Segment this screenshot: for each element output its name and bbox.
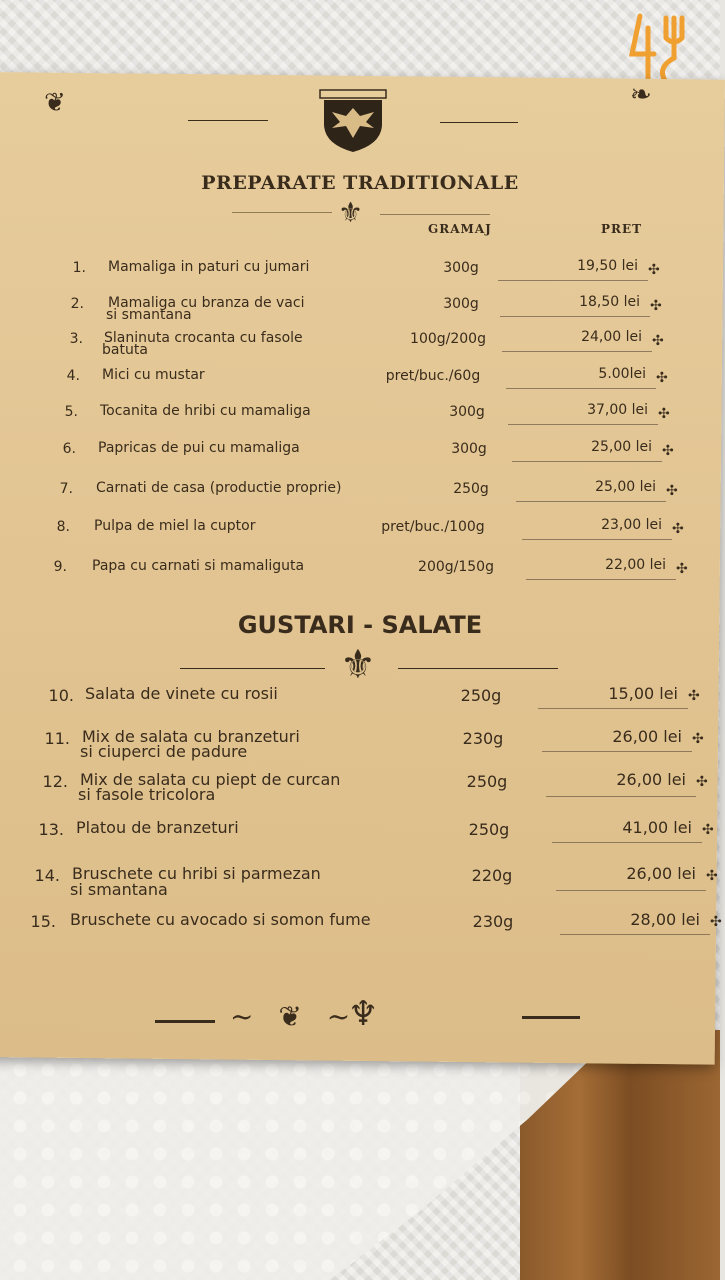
menu-item-row — [0, 368, 720, 404]
item-gramaj: 250g — [460, 686, 502, 705]
row-ornament-icon: ✣ — [662, 443, 674, 459]
item-gramaj: pret/buc./100g — [381, 519, 485, 535]
menu-item-row — [0, 866, 720, 902]
item-name: Salata de vinete cu rosii — [85, 684, 278, 703]
item-price: 25,00 lei — [591, 439, 652, 455]
crest-line-left — [188, 120, 268, 121]
item-name: Mix de salata cu branzeturi — [82, 727, 300, 746]
item-name-continued: si smantana — [106, 307, 192, 323]
row-ornament-icon: ✣ — [648, 262, 660, 278]
item-price: 18,50 lei — [579, 294, 640, 310]
item-price: 26,00 lei — [612, 727, 682, 746]
row-ornament-icon: ✣ — [658, 406, 670, 422]
menu-item-row — [0, 559, 720, 595]
crest-line-right — [440, 122, 518, 123]
menu-item-row — [0, 441, 720, 477]
price-underline — [522, 539, 672, 540]
item-name: Mix de salata cu piept de curcan — [80, 770, 341, 789]
bottom-ornament-scroll: ~ ❦ ~ — [230, 1000, 359, 1033]
item-gramaj: 230g — [462, 729, 504, 748]
item-name: Tocanita de hribi cu mamaliga — [100, 403, 311, 419]
row-ornament-icon: ✣ — [696, 774, 708, 790]
menu-item-row — [0, 820, 720, 856]
item-price: 37,00 lei — [587, 402, 648, 418]
menu-item-row — [0, 260, 720, 296]
item-price: 26,00 lei — [626, 864, 696, 883]
row-ornament-icon: ✣ — [692, 731, 704, 747]
item-name-continued: batuta — [102, 342, 148, 358]
row-ornament-icon: ✣ — [702, 822, 714, 838]
title-divider-right-2 — [398, 668, 558, 669]
column-header-pret: PRET — [601, 222, 643, 236]
title-divider-left — [232, 212, 332, 213]
item-price: 41,00 lei — [622, 818, 692, 837]
section-title-preparate: PREPARATE TRADITIONALE — [201, 172, 519, 194]
item-name: Papa cu carnati si mamaliguta — [92, 558, 305, 574]
item-gramaj: 220g — [471, 866, 513, 885]
item-name: Bruschete cu avocado si somon fume — [70, 910, 371, 929]
item-number: 4. — [66, 368, 80, 384]
price-underline — [526, 579, 676, 580]
corner-ornament-left: ❦ — [44, 88, 66, 118]
menu-item-row — [0, 686, 720, 722]
row-ornament-icon: ✣ — [652, 333, 664, 349]
item-price: 15,00 lei — [608, 684, 678, 703]
item-name: Papricas de pui cu mamaliga — [98, 440, 300, 456]
row-ornament-icon: ✣ — [710, 914, 722, 930]
item-number: 5. — [64, 404, 78, 420]
item-number: 9. — [53, 559, 67, 575]
price-underline — [508, 424, 658, 425]
item-gramaj: pret/buc./60g — [385, 368, 481, 384]
item-number: 10. — [48, 686, 74, 705]
price-underline — [502, 351, 652, 352]
item-gramaj: 230g — [472, 912, 514, 931]
menu-item-row — [0, 296, 720, 332]
item-name-continued: si smantana — [70, 880, 168, 899]
item-number: 8. — [56, 519, 70, 535]
item-price: 23,00 lei — [601, 517, 662, 533]
item-number: 15. — [30, 912, 56, 931]
menu-item-row — [0, 481, 720, 517]
item-name-continued: si ciuperci de padure — [80, 742, 248, 761]
price-underline — [542, 751, 692, 752]
item-number: 1. — [72, 260, 86, 276]
item-number: 12. — [42, 772, 68, 791]
item-name: Platou de branzeturi — [76, 818, 239, 837]
menu-item-row — [0, 729, 720, 765]
item-gramaj: 250g — [468, 820, 510, 839]
fleur-de-lis-icon-2: ⚜ — [340, 642, 376, 688]
item-number: 13. — [38, 820, 64, 839]
column-header-gramaj: GRAMAJ — [428, 222, 492, 236]
item-price: 19,50 lei — [577, 258, 638, 274]
item-number: 14. — [34, 866, 60, 885]
item-gramaj: 300g — [451, 441, 487, 457]
price-underline — [500, 316, 650, 317]
item-price: 26,00 lei — [616, 770, 686, 789]
price-underline — [498, 280, 648, 281]
item-gramaj: 200g/150g — [418, 559, 494, 575]
item-name: Pulpa de miel la cuptor — [94, 518, 256, 534]
corner-ornament-right: ❧ — [630, 80, 652, 110]
item-price: 28,00 lei — [630, 910, 700, 929]
price-underline — [552, 842, 702, 843]
item-name-continued: si fasole tricolora — [78, 785, 216, 804]
row-ornament-icon: ✣ — [650, 298, 662, 314]
item-gramaj: 300g — [449, 404, 485, 420]
row-ornament-icon: ✣ — [676, 561, 688, 577]
row-ornament-icon: ✣ — [672, 521, 684, 537]
item-price: 22,00 lei — [605, 557, 666, 573]
item-gramaj: 250g — [453, 481, 489, 497]
price-underline — [546, 796, 696, 797]
title-divider-right — [380, 214, 490, 215]
menu-item-row — [0, 772, 720, 808]
item-name: Mamaliga cu branza de vaci — [108, 295, 305, 311]
bottom-ornament-center: ♆ — [348, 994, 379, 1034]
price-underline — [538, 708, 688, 709]
item-name: Mamaliga in paturi cu jumari — [108, 259, 310, 275]
price-underline — [516, 501, 666, 502]
item-price: 24,00 lei — [581, 329, 642, 345]
bottom-ornament-line-right — [522, 1016, 580, 1019]
menu-item-row — [0, 331, 720, 367]
item-name: Bruschete cu hribi si parmezan — [72, 864, 321, 883]
item-gramaj: 100g/200g — [410, 331, 486, 347]
item-number: 6. — [62, 441, 76, 457]
title-divider-left-2 — [180, 668, 325, 669]
bottom-ornament-line-left — [155, 1020, 215, 1023]
row-ornament-icon: ✣ — [688, 688, 700, 704]
fleur-de-lis-icon: ⚜ — [338, 196, 364, 229]
row-ornament-icon: ✣ — [656, 370, 668, 386]
item-number: 3. — [69, 331, 83, 347]
price-underline — [512, 461, 662, 462]
price-underline — [556, 890, 706, 891]
section-title-gustari: GUSTARI - SALATE — [237, 611, 483, 639]
item-name: Slaninuta crocanta cu fasole — [104, 330, 303, 346]
menu-item-row — [0, 404, 720, 440]
item-name: Mici cu mustar — [102, 367, 205, 383]
price-underline — [560, 934, 710, 935]
item-gramaj: 250g — [466, 772, 508, 791]
price-underline — [506, 388, 656, 389]
item-gramaj: 300g — [443, 296, 479, 312]
row-ornament-icon: ✣ — [666, 483, 678, 499]
eagle-crest-icon — [318, 88, 388, 154]
item-number: 11. — [44, 729, 70, 748]
item-number: 2. — [70, 296, 84, 312]
menu-item-row — [0, 519, 720, 555]
item-name: Carnati de casa (productie proprie) — [96, 480, 342, 496]
item-gramaj: 300g — [443, 260, 479, 276]
item-number: 7. — [59, 481, 73, 497]
menu-item-row — [0, 912, 720, 948]
item-price: 5.00lei — [598, 366, 646, 382]
row-ornament-icon: ✣ — [706, 868, 718, 884]
item-price: 25,00 lei — [595, 479, 656, 495]
